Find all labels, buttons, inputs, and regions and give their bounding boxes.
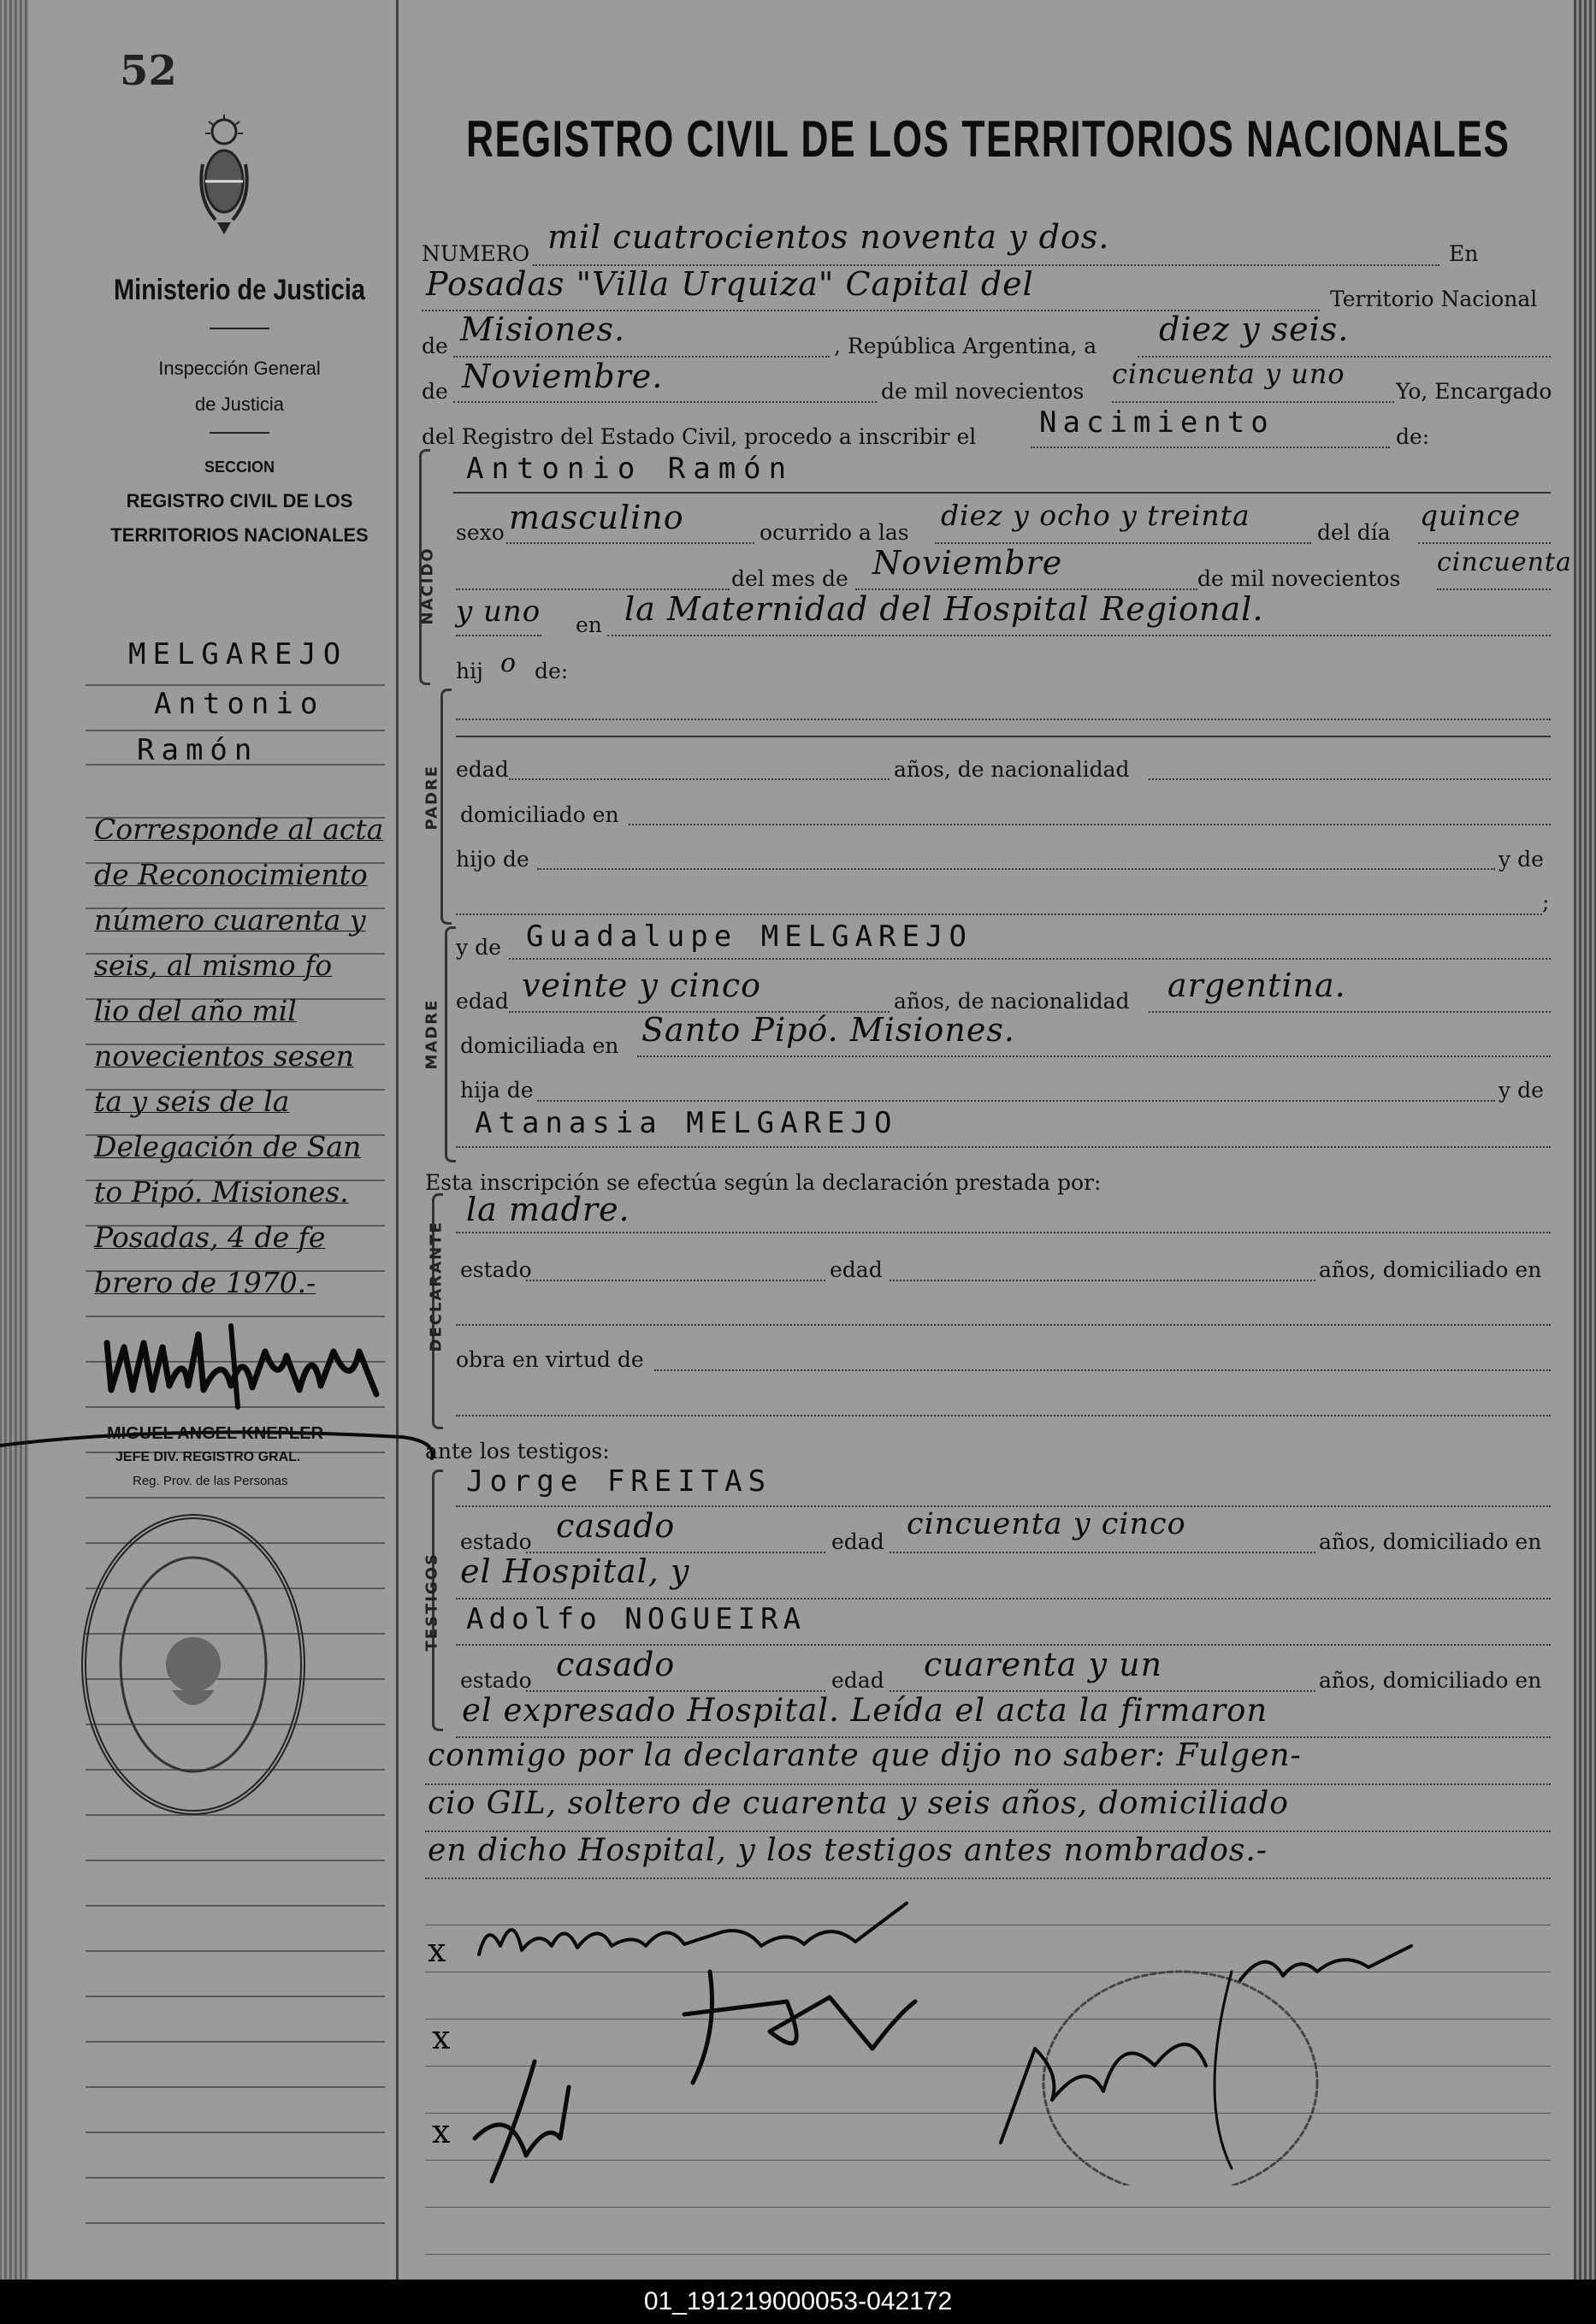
madre-nac-value: argentina. bbox=[1167, 967, 1346, 1004]
testigo1-domic-value: el Hospital, y bbox=[460, 1552, 690, 1590]
margin-note-line: seis, al mismo fo bbox=[94, 949, 333, 982]
divider-rule bbox=[210, 432, 269, 434]
madre-nac-label: años, de nacionalidad bbox=[894, 989, 1130, 1014]
nacido-name: Antonio Ramón bbox=[466, 452, 795, 486]
declarante-domic-label: años, domiciliado en bbox=[1319, 1257, 1542, 1282]
margin-note-line: Delegación de San bbox=[94, 1130, 362, 1163]
margin-note-line: brero de 1970.- bbox=[94, 1266, 316, 1299]
republica-label: , República Argentina, a bbox=[834, 334, 1097, 358]
madre-yde2-label: y de bbox=[1498, 1078, 1544, 1103]
testigo2-name: Adolfo NOGUEIRA bbox=[466, 1602, 807, 1636]
closing-text-line: conmigo por la declarante que dijo no saber: Fulgen- bbox=[428, 1738, 1302, 1773]
page-binding bbox=[0, 0, 29, 2280]
madre-yde-label: y de bbox=[456, 935, 501, 960]
day-value: diez y seis. bbox=[1159, 310, 1350, 348]
mil-label: de mil novecientos bbox=[1197, 566, 1401, 591]
signature-mark: x bbox=[432, 2019, 452, 2056]
declaracion-label: Esta inscripción se efectúa según la declaración prestada por: bbox=[425, 1170, 1102, 1195]
testigo2-estado-label: estado bbox=[460, 1668, 532, 1693]
margin-note-line: to Pipó. Misiones. bbox=[94, 1175, 349, 1209]
padre-yde-label: y de bbox=[1498, 847, 1544, 872]
testigo1-edad-value: cincuenta y cinco bbox=[907, 1507, 1186, 1541]
de-label: de bbox=[422, 334, 448, 358]
madre-edad-value: veinte y cinco bbox=[522, 967, 762, 1004]
madre-hija-label: hija de bbox=[460, 1078, 534, 1103]
padre-edad-label: edad bbox=[456, 757, 509, 782]
padre-hijo-label: hijo de bbox=[456, 847, 529, 872]
section-madre-label: MADRE bbox=[423, 998, 441, 1070]
closing-text-line: cio GIL, soltero de cuarenta y seis años, domiciliado bbox=[428, 1786, 1289, 1821]
signature-mark: x bbox=[432, 2113, 452, 2150]
column-divider bbox=[396, 0, 399, 2280]
en-label-2: en bbox=[576, 612, 602, 637]
signature-mark: x bbox=[428, 1931, 447, 1969]
section-line: TERRITORIOS NACIONALES bbox=[110, 524, 369, 546]
inspection-line: de Justicia bbox=[195, 393, 284, 415]
page-edge bbox=[1574, 0, 1596, 2280]
declarante-obra-label: obra en virtud de bbox=[456, 1347, 644, 1372]
section-testigos-label: TESTIGOS bbox=[423, 1552, 441, 1652]
margin-note-line: ta y seis de la bbox=[94, 1085, 290, 1118]
del-dia-label: del día bbox=[1317, 520, 1391, 545]
section-declarante-label: DECLARANTE bbox=[427, 1221, 446, 1352]
madre-edad-label: edad bbox=[456, 989, 509, 1014]
declarante-estado-label: estado bbox=[460, 1257, 532, 1282]
section-line: SECCION bbox=[204, 458, 275, 476]
de-colon-label: de: bbox=[1396, 424, 1430, 449]
image-id-bar: 01_191219000053-042172 bbox=[0, 2280, 1596, 2324]
margin-first-name: Antonio bbox=[154, 687, 325, 721]
witness-signature bbox=[659, 1963, 941, 2091]
de-label-2: de bbox=[422, 379, 448, 404]
registrar-signature bbox=[103, 1317, 411, 1411]
en-label: En bbox=[1449, 241, 1479, 266]
sexo-value: masculino bbox=[509, 499, 684, 536]
madre-domic-label: domiciliada en bbox=[460, 1033, 619, 1058]
margin-middle-name: Ramón bbox=[137, 733, 259, 767]
year-label: de mil novecientos bbox=[881, 379, 1085, 404]
numero-label: NUMERO bbox=[422, 241, 530, 266]
place-value: Posadas "Villa Urquiza" Capital del bbox=[426, 265, 1034, 303]
margin-note-line: de Reconocimiento bbox=[94, 858, 368, 891]
testigo2-estado-value: casado bbox=[556, 1646, 676, 1683]
page-title: REGISTRO CIVIL DE LOS TERRITORIOS NACIONALES bbox=[466, 110, 1510, 168]
hijo-suffix: o bbox=[500, 648, 517, 678]
ministry-name: Ministerio de Justicia bbox=[114, 274, 365, 306]
declarante-value: la madre. bbox=[466, 1191, 630, 1228]
act-value: Nacimiento bbox=[1039, 405, 1274, 440]
madre-name: Guadalupe MELGAREJO bbox=[526, 920, 972, 954]
page-number: 52 bbox=[120, 47, 177, 95]
hijo-label: hij bbox=[456, 659, 483, 683]
mes-label: del mes de bbox=[731, 566, 848, 591]
margin-note-line: Posadas, 4 de fe bbox=[94, 1221, 326, 1254]
madre-domic-value: Santo Pipó. Misiones. bbox=[641, 1011, 1015, 1049]
testigo1-name: Jorge FREITAS bbox=[466, 1464, 772, 1499]
margin-surname: MELGAREJO bbox=[128, 637, 348, 671]
year-value: cincuenta y uno bbox=[1112, 358, 1345, 390]
registrar-signature-2 bbox=[984, 1929, 1428, 2185]
padre-nac-label: años, de nacionalidad bbox=[894, 757, 1130, 782]
dia-value: quince bbox=[1420, 499, 1522, 532]
mes-value: Noviembre bbox=[872, 544, 1063, 582]
witness-signature bbox=[466, 2053, 577, 2190]
section-padre-label: PADRE bbox=[423, 764, 441, 831]
sexo-label: sexo bbox=[456, 520, 505, 545]
anio-value: cincuenta bbox=[1437, 547, 1572, 577]
inspection-label bbox=[111, 351, 368, 423]
testigo1-estado-value: casado bbox=[556, 1507, 676, 1545]
testigo2-domic-value: el expresado Hospital. Leída el acta la firmaron bbox=[462, 1692, 1268, 1729]
closing-text-line: en dicho Hospital, y los testigos antes nombrados.- bbox=[428, 1833, 1268, 1868]
testigo2-domic-label: años, domiciliado en bbox=[1319, 1668, 1542, 1693]
coat-of-arms-icon bbox=[198, 113, 250, 245]
inspection-line: Inspección General bbox=[158, 358, 321, 379]
territorio-label: Territorio Nacional bbox=[1330, 287, 1538, 311]
hijo-de-label: de: bbox=[535, 659, 569, 683]
padre-semicolon: ; bbox=[1542, 890, 1550, 914]
testigo2-edad-label: edad bbox=[831, 1668, 884, 1693]
round-seal bbox=[81, 1514, 305, 1815]
testigo1-estado-label: estado bbox=[460, 1529, 532, 1554]
margin-note-line: número cuarenta y bbox=[94, 903, 366, 937]
testigos-label: ante los testigos: bbox=[425, 1439, 610, 1464]
territory-value: Misiones. bbox=[460, 310, 626, 348]
month-value: Noviembre. bbox=[462, 358, 664, 395]
margin-note-line: lio del año mil bbox=[94, 994, 297, 1027]
padre-domic-label: domiciliado en bbox=[460, 802, 619, 827]
anio-value-2: y uno bbox=[456, 594, 541, 629]
margin-note-line: Corresponde al acta bbox=[94, 813, 384, 846]
ocurrido-label: ocurrido a las bbox=[760, 520, 909, 545]
testigo1-edad-label: edad bbox=[831, 1529, 884, 1554]
madre-parent-name: Atanasia MELGAREJO bbox=[475, 1106, 898, 1140]
yo-label: Yo, Encargado bbox=[1396, 379, 1552, 404]
registro-label: del Registro del Estado Civil, procedo a inscribir el bbox=[422, 424, 977, 449]
section-label bbox=[94, 450, 385, 553]
testigo2-edad-value: cuarenta y un bbox=[924, 1646, 1163, 1683]
numero-value: mil cuatrocientos noventa y dos. bbox=[547, 218, 1110, 256]
lugar-value: la Maternidad del Hospital Regional. bbox=[624, 590, 1264, 628]
testigo1-domic-label: años, domiciliado en bbox=[1319, 1529, 1542, 1554]
stamp-line: MIGUEL ANGEL KNEPLER bbox=[107, 1424, 323, 1443]
divider-rule bbox=[210, 328, 269, 329]
declarante-edad-label: edad bbox=[830, 1257, 883, 1282]
hour-value: diez y ocho y treinta bbox=[941, 499, 1250, 532]
section-nacido-label: NACIDO bbox=[418, 547, 437, 625]
stamp-line: JEFE DIV. REGISTRO GRAL. bbox=[115, 1450, 301, 1464]
stamp-line: Reg. Prov. de las Personas bbox=[133, 1474, 288, 1488]
section-line: REGISTRO CIVIL DE LOS bbox=[126, 490, 353, 512]
margin-note-line: novecientos sesen bbox=[94, 1039, 354, 1073]
